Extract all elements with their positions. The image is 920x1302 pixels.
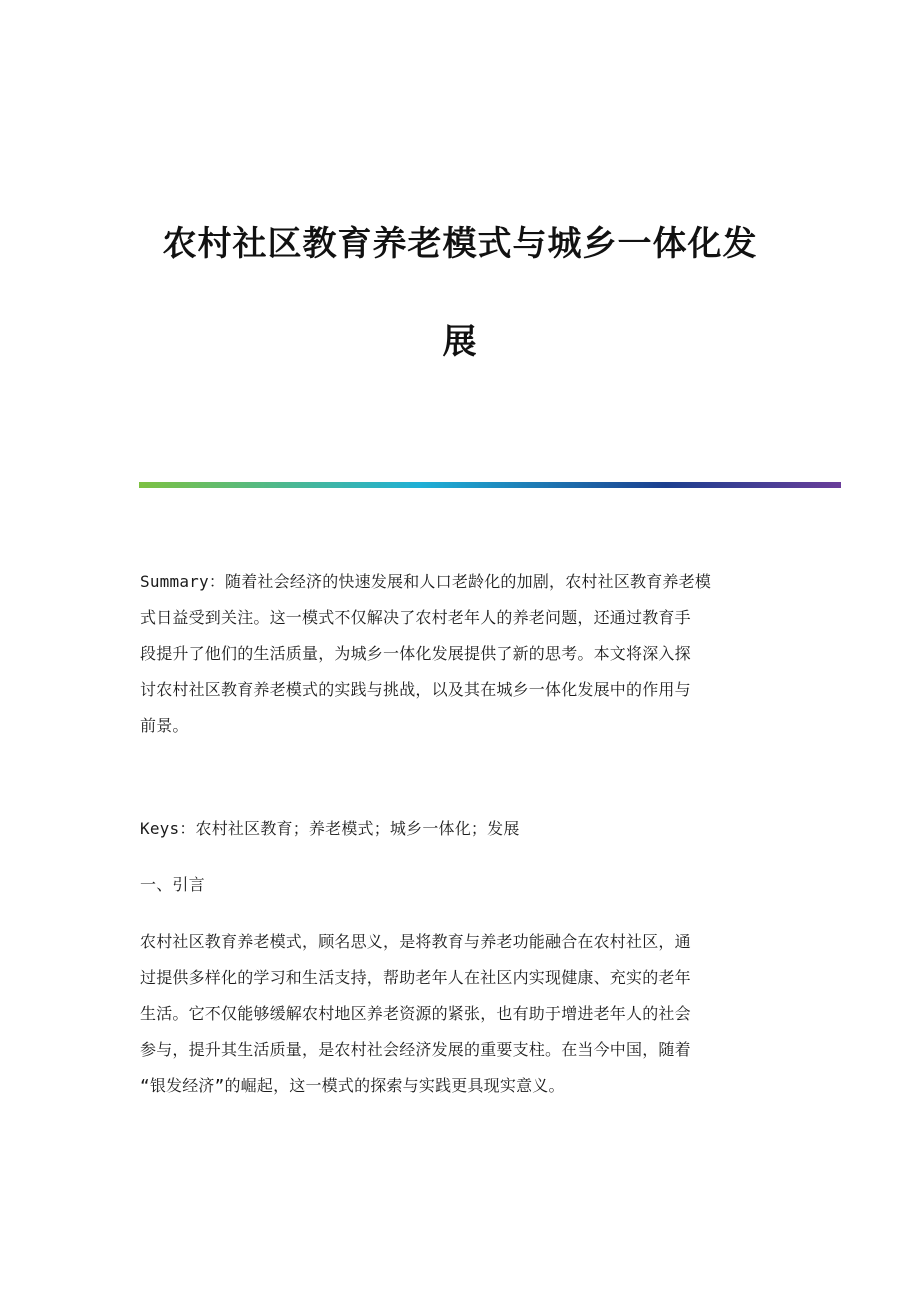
gradient-divider [139, 482, 841, 488]
intro-line: 生活。它不仅能够缓解农村地区养老资源的紧张，也有助于增进老年人的社会 [140, 1004, 691, 1023]
summary-line: Summary：随着社会经济的快速发展和人口老龄化的加剧，农村社区教育养老模 [140, 572, 712, 591]
intro-line: 参与，提升其生活质量，是农村社会经济发展的重要支柱。在当今中国，随着 [140, 1040, 691, 1059]
intro-line: 农村社区教育养老模式，顾名思义，是将教育与养老功能融合在农村社区，通 [140, 932, 691, 951]
intro-line: 过提供多样化的学习和生活支持，帮助老年人在社区内实现健康、充实的老年 [140, 968, 691, 987]
summary-line: 讨农村社区教育养老模式的实践与挑战，以及其在城乡一体化发展中的作用与 [140, 680, 691, 699]
summary-line: 前景。 [140, 716, 189, 735]
summary-line: 式日益受到关注。这一模式不仅解决了农村老年人的养老问题，还通过教育手 [140, 608, 691, 627]
document-title-line-2: 展 [442, 322, 478, 362]
keywords-line: Keys：农村社区教育；养老模式；城乡一体化；发展 [140, 819, 520, 838]
section-heading: 一、引言 [140, 875, 205, 894]
summary-paragraph [140, 564, 780, 744]
intro-paragraph [140, 924, 780, 1104]
summary-line: 段提升了他们的生活质量，为城乡一体化发展提供了新的思考。本文将深入探 [140, 644, 691, 663]
document-title-line-1: 农村社区教育养老模式与城乡一体化发 [162, 224, 758, 264]
intro-line: “银发经济”的崛起，这一模式的探索与实践更具现实意义。 [140, 1076, 565, 1095]
